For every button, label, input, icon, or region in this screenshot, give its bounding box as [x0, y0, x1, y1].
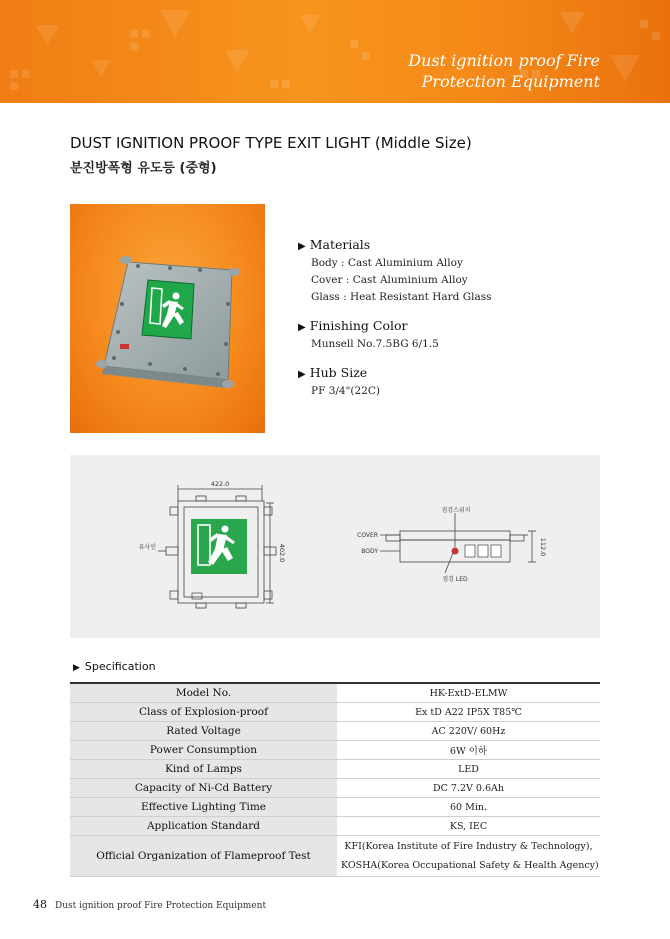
depth-dimension: 112.0 [539, 537, 547, 557]
banner-title-line1: Dust ignition proof Fire [408, 51, 600, 70]
spec-value: LED [337, 760, 600, 779]
table-row [70, 836, 600, 877]
prop-finishing-color [298, 317, 618, 353]
exit-light-illustration [70, 204, 265, 433]
table-row [70, 683, 600, 703]
prop-line: PF 3/4"(22C) [311, 385, 381, 397]
specification-heading-text: Specification [84, 660, 156, 673]
led-label: 점검 LED [442, 576, 468, 583]
spec-value: Ex tD A22 IP5X T85℃ [337, 703, 600, 722]
prop-hub-size [298, 364, 618, 400]
spec-value: AC 220V/ 60Hz [337, 722, 600, 741]
header-banner [0, 0, 670, 103]
table-row [70, 722, 600, 741]
product-title-korean: 분진방폭형 유도등 (중형) [70, 161, 217, 176]
banner-title [408, 50, 600, 92]
table-row [70, 779, 600, 798]
triangle-bullet-icon: ▶ [298, 322, 306, 333]
spec-value-line: KOSHA(Korea Occupational Safety & Health Agency) [341, 860, 599, 871]
body-label: BODY [361, 548, 378, 555]
table-row [70, 741, 600, 760]
height-dimension: 402.0 [278, 543, 286, 563]
table-row [70, 798, 600, 817]
test-switch-drawing [452, 548, 459, 555]
product-photo [70, 204, 265, 433]
prop-heading: Hub Size [309, 365, 368, 380]
prop-materials [298, 236, 618, 306]
specification-heading [73, 660, 156, 673]
spec-value-line: KFI(Korea Institute of Fire Industry & Technology), [344, 841, 593, 852]
product-properties [298, 236, 618, 411]
spec-value: HK-ExtD-ELMW [337, 683, 600, 703]
spec-value: DC 7.2V 0.6Ah [337, 779, 600, 798]
banner-title-line2: Protection Equipment [421, 72, 600, 91]
footer-text: Dust ignition proof Fire Protection Equipment [55, 901, 267, 911]
prop-line: Body : Cast Aluminium Alloy [311, 257, 463, 269]
spec-value [337, 836, 600, 877]
triangle-bullet-icon: ▶ [298, 369, 306, 380]
prop-heading: Materials [309, 237, 371, 252]
spec-key: Model No. [70, 683, 337, 703]
spec-value: KS, IEC [337, 817, 600, 836]
triangle-bullet-icon: ▶ [73, 663, 80, 673]
specification-table [70, 682, 600, 877]
left-label: 유사인 [138, 544, 156, 551]
table-row [70, 760, 600, 779]
spec-key: Effective Lighting Time [70, 798, 337, 817]
spec-value: 6W 이하 [337, 741, 600, 760]
prop-heading: Finishing Color [309, 318, 408, 333]
page-footer [33, 898, 266, 911]
spec-key: Power Consumption [70, 741, 337, 760]
spec-key: Capacity of Ni-Cd Battery [70, 779, 337, 798]
technical-drawing [70, 455, 600, 638]
prop-line: Cover : Cast Aluminium Alloy [311, 274, 468, 286]
triangle-bullet-icon: ▶ [298, 241, 306, 252]
table-row [70, 703, 600, 722]
spec-key: Rated Voltage [70, 722, 337, 741]
spec-key: Official Organization of Flameproof Test [70, 836, 337, 877]
test-switch-label: 점검스위치 [441, 507, 471, 514]
spec-key: Class of Explosion-proof [70, 703, 337, 722]
spec-value: 60 Min. [337, 798, 600, 817]
product-title-english: DUST IGNITION PROOF TYPE EXIT LIGHT (Middle Size) [70, 134, 472, 152]
prop-line: Munsell No.7.5BG 6/1.5 [311, 338, 439, 350]
spec-key: Application Standard [70, 817, 337, 836]
width-dimension: 422.0 [210, 480, 230, 488]
table-row [70, 817, 600, 836]
spec-key: Kind of Lamps [70, 760, 337, 779]
prop-line: Glass : Heat Resistant Hard Glass [311, 291, 492, 303]
cover-label: COVER [357, 532, 378, 539]
page-number: 48 [33, 898, 47, 911]
